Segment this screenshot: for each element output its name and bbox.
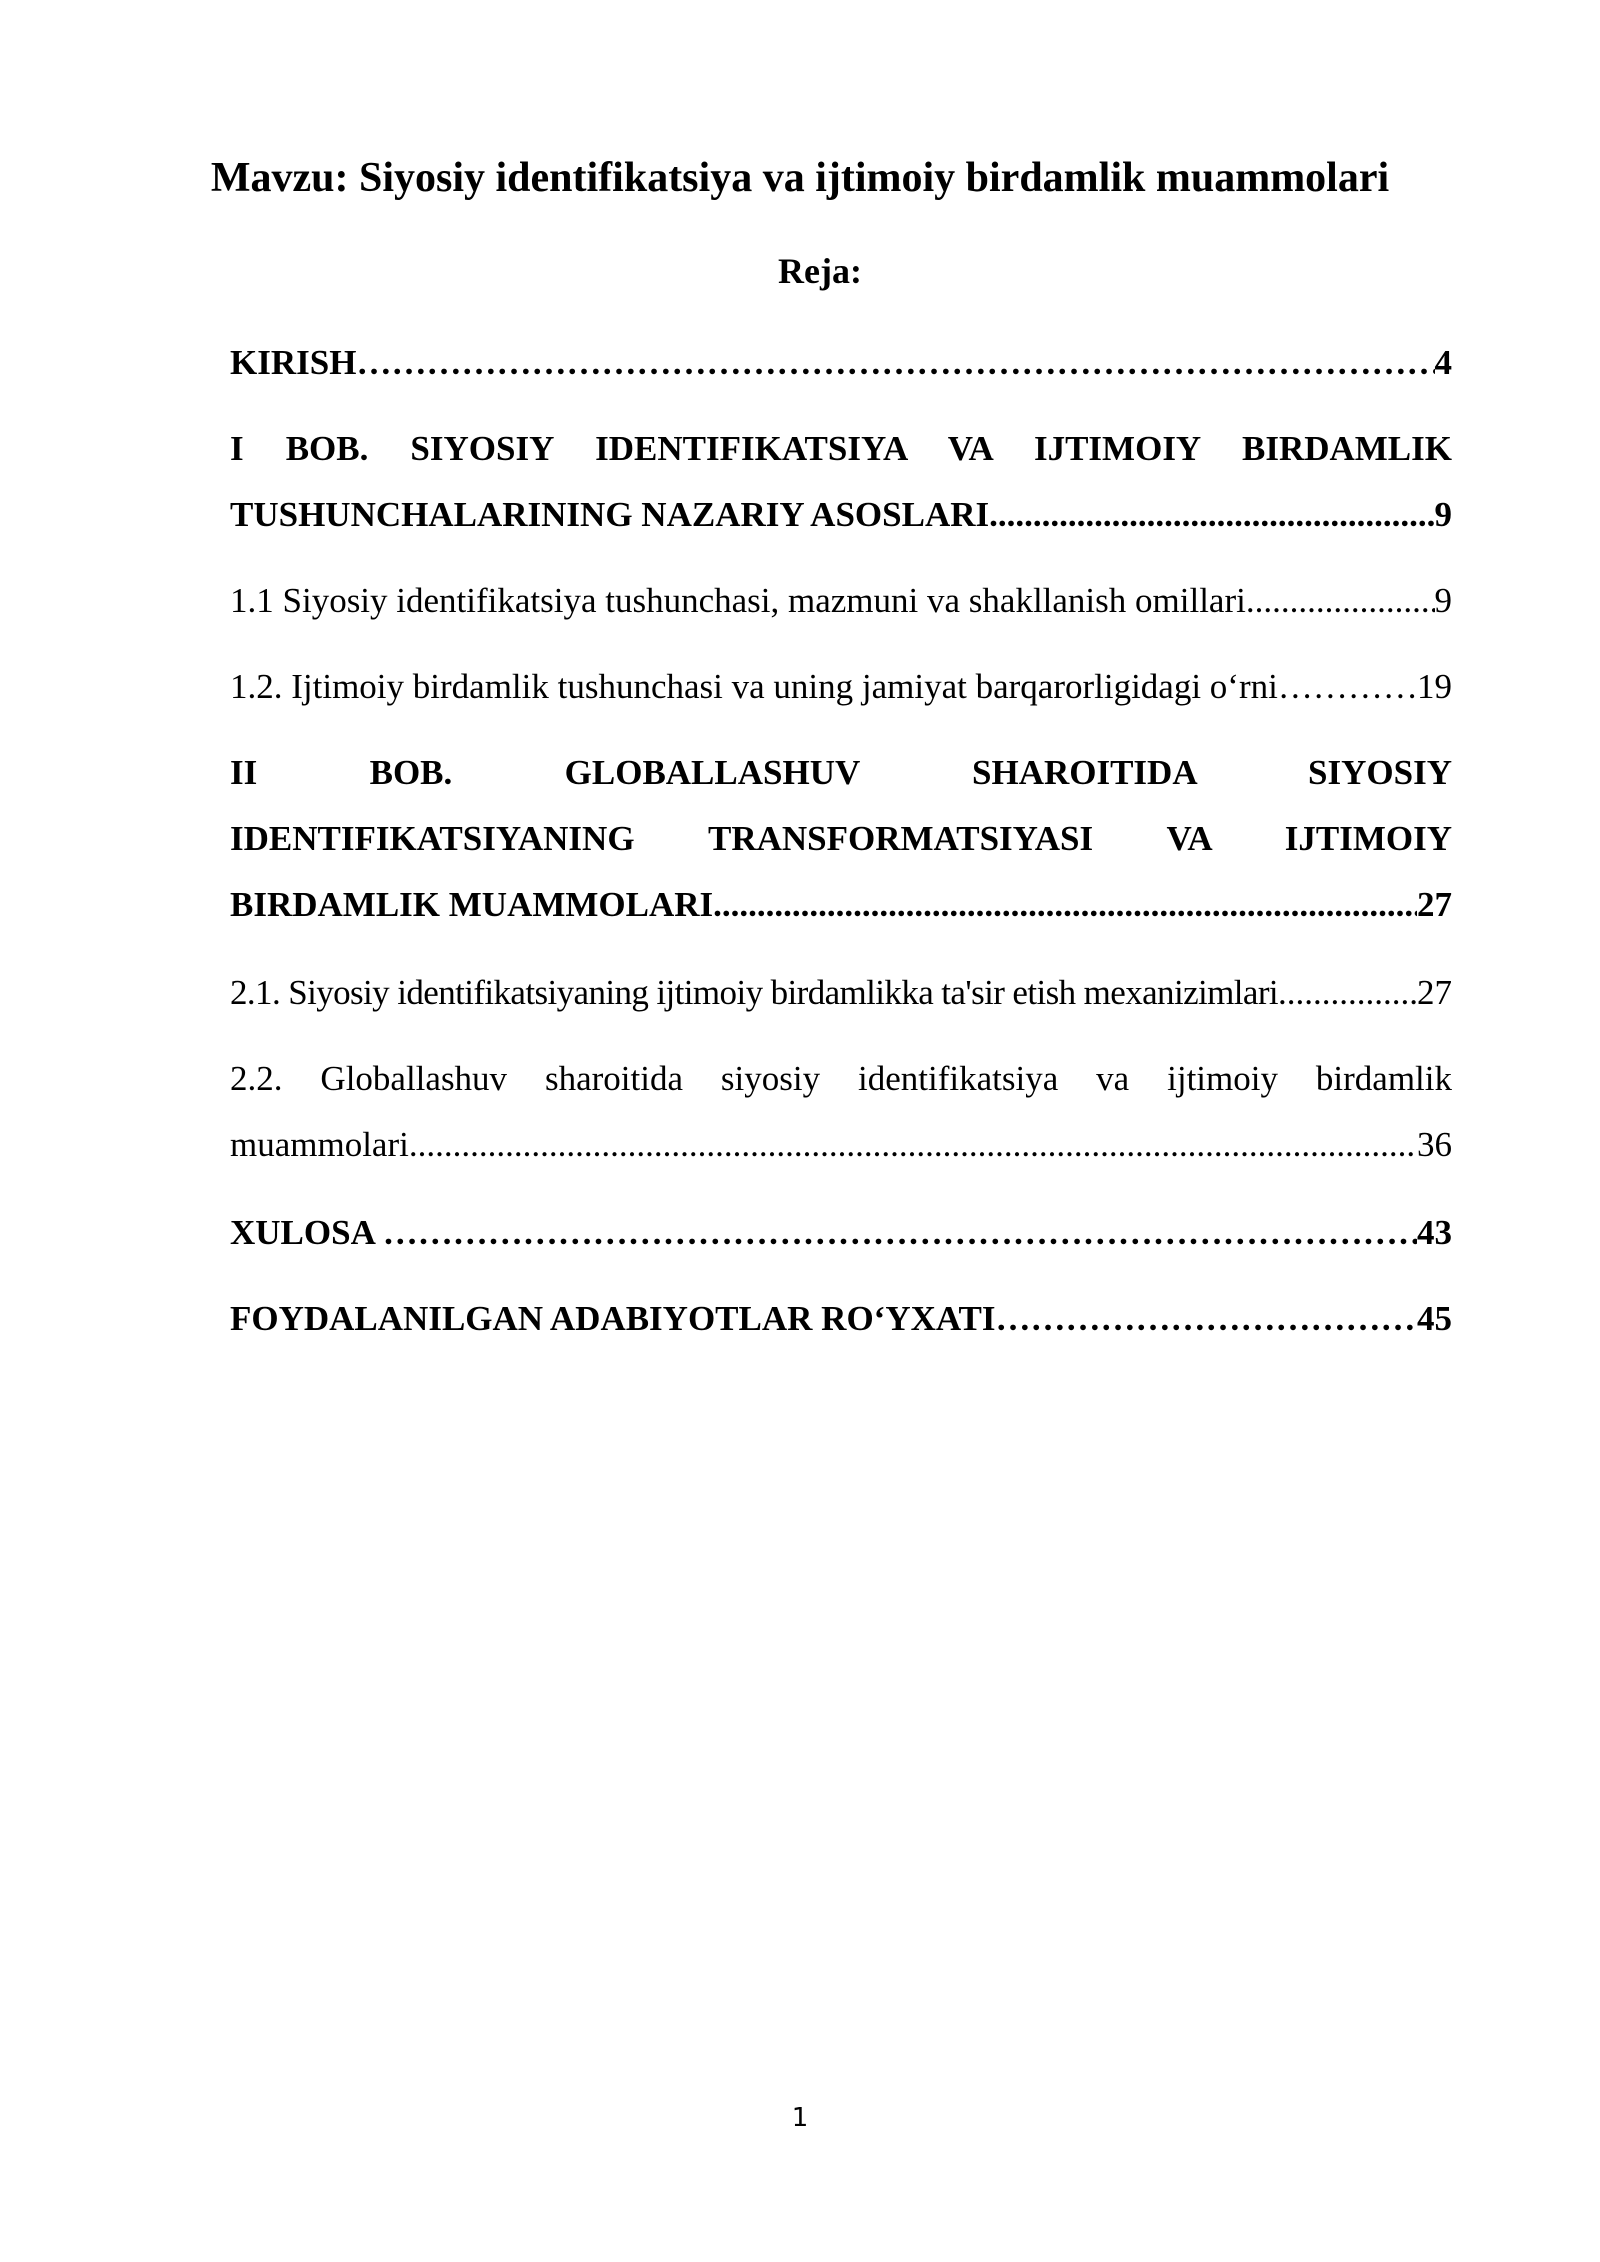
toc-leader <box>1278 960 1417 1026</box>
toc-page-number: 27 <box>1417 973 1452 1012</box>
toc-entry-label-line2: TUSHUNCHALARINING NAZARIY ASOSLARI <box>230 495 990 534</box>
toc-page-number: 9 <box>1434 581 1452 620</box>
plan-heading: Reja: <box>778 251 862 291</box>
toc-entry-chapter-1 <box>230 416 1452 548</box>
toc-leader <box>1278 654 1417 720</box>
toc-page-number: 19 <box>1417 667 1452 706</box>
toc-leader <box>989 482 1434 548</box>
toc-entry-conclusion <box>230 1200 1452 1266</box>
toc-entry-section-1-1 <box>230 568 1452 634</box>
toc-entry-label-line3: BIRDAMLIK MUAMMOLARI <box>230 885 714 924</box>
toc-entry-label-line1: I BOB. SIYOSIY IDENTIFIKATSIYA VA IJTIMOIY BIRDAMLIK <box>230 429 1452 468</box>
toc-entry-label: 1.1 Siyosiy identifikatsiya tushunchasi, mazmuni va shakllanish omillari <box>230 581 1246 620</box>
toc-entry-label-line1: II BOB. GLOBALLASHUV SHAROITIDA SIYOSIY <box>230 753 1452 792</box>
toc-page-number: 36 <box>1417 1125 1452 1164</box>
toc-entry-label: KIRISH <box>230 343 357 382</box>
toc-page-number: 27 <box>1417 885 1452 924</box>
toc-leader <box>356 330 1434 396</box>
toc-entry-bibliography <box>230 1286 1452 1352</box>
toc-entry-label-line2: muammolari <box>230 1125 409 1164</box>
toc-entry-chapter-2 <box>230 740 1452 938</box>
toc-entry-label-line2: IDENTIFIKATSIYANING TRANSFORMATSIYASI VA IJTIMOIY <box>230 819 1452 858</box>
toc-entry-label: 1.2. Ijtimoiy birdamlik tushunchasi va uning jamiyat barqarorligidagi o‘rni <box>230 667 1278 706</box>
page-number: 1 <box>791 2103 809 2133</box>
toc-entry-label: 2.1. Siyosiy identifikatsiyaning ijtimoiy birdamlikka ta'sir etish mexanizimlari <box>230 973 1279 1012</box>
toc-leader <box>1246 568 1435 634</box>
toc-leader <box>996 1286 1417 1352</box>
toc-entry-section-2-1 <box>230 960 1452 1026</box>
toc-entry-label: FOYDALANILGAN ADABIYOTLAR RO‘YXATI <box>230 1299 996 1338</box>
toc-entry-introduction <box>230 330 1452 396</box>
toc-leader <box>713 872 1417 938</box>
toc-page-number: 43 <box>1417 1213 1452 1252</box>
toc-leader <box>383 1200 1417 1266</box>
toc-entry-label-line1: 2.2. Globallashuv sharoitida siyosiy identifikatsiya va ijtimoiy birdamlik <box>230 1059 1452 1098</box>
document-title: Mavzu: Siyosiy identifikatsiya va ijtimoiy birdamlik muammolari <box>210 155 1390 201</box>
toc-page-number: 45 <box>1417 1299 1452 1338</box>
toc-entry-section-2-2 <box>230 1046 1452 1178</box>
toc-leader <box>409 1112 1417 1178</box>
toc-page-number: 9 <box>1434 495 1452 534</box>
toc-entry-section-1-2 <box>230 654 1452 720</box>
toc-page-number: 4 <box>1434 343 1452 382</box>
toc-entry-label: XULOSA <box>230 1213 383 1252</box>
